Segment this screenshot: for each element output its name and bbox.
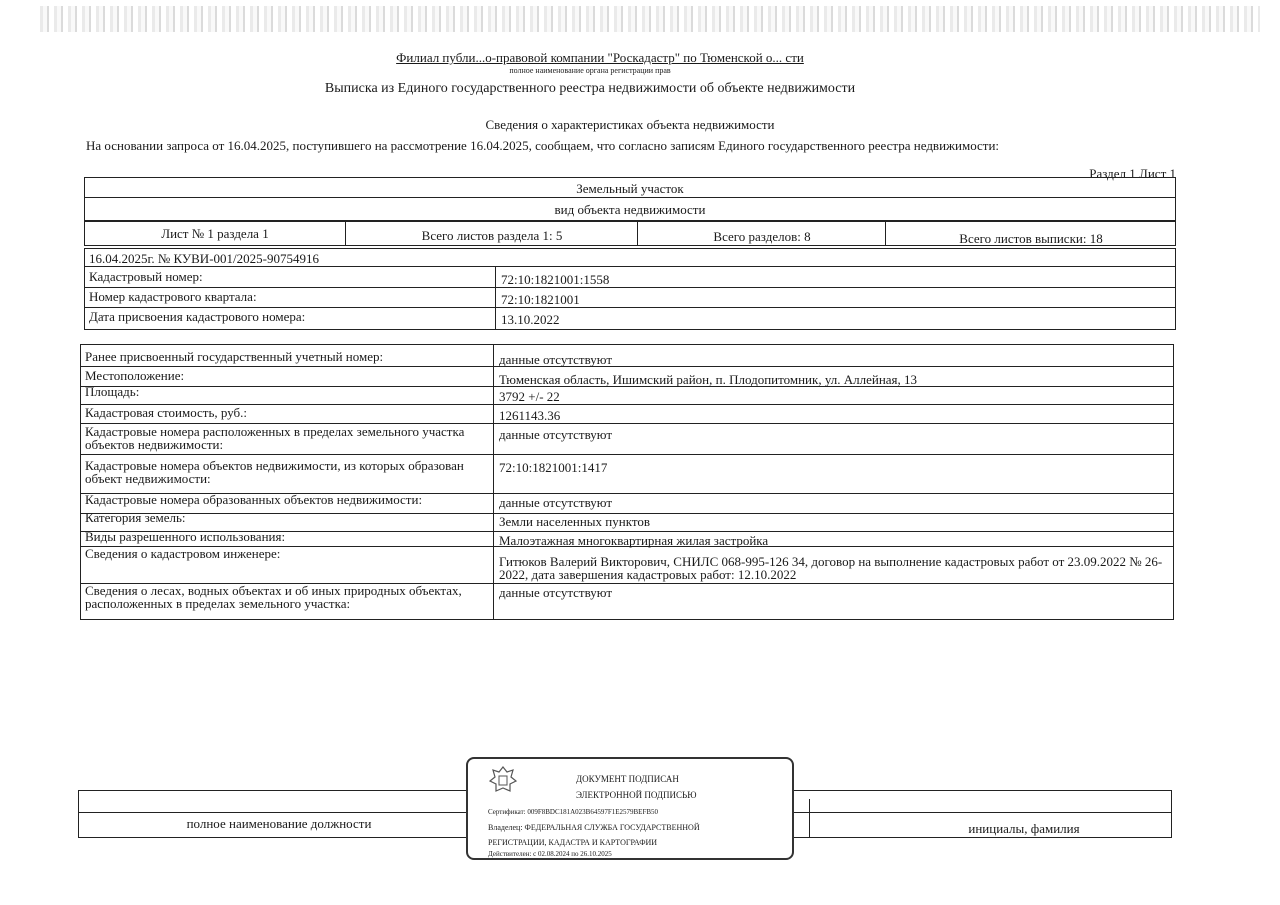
table2-label: Виды разрешенного использования: [85, 529, 286, 544]
record-id: 16.04.2025г. № КУВИ-001/2025-90754916 [89, 251, 319, 266]
position-caption: полное наименование должности [186, 816, 372, 831]
table2-label: Сведения о лесах, водных объектах и об иных природных объектах, расположенных в пределах земельного участка: [85, 583, 462, 611]
table2-value: Земли населенных пунктов [499, 514, 650, 529]
table2-value: 72:10:1821001:1417 [499, 460, 608, 475]
table1-label: Кадастровый номер: [89, 269, 203, 284]
object-type-box [84, 177, 1176, 221]
table2-label: Кадастровые номера расположенных в пределах земельного участка объектов недвижимости: [85, 424, 465, 452]
stamp-owner: Владелец: ФЕДЕРАЛЬНАЯ СЛУЖБА ГОСУДАРСТВЕННОЙ [488, 823, 700, 832]
stamp-line1: ДОКУМЕНТ ПОДПИСАН [576, 774, 679, 784]
table1-value: 13.10.2022 [501, 312, 560, 327]
table2-value: Малоэтажная многоквартирная жилая застройка [499, 533, 769, 548]
stamp-valid: Действителен: с 02.08.2024 по 26.10.2025 [488, 850, 612, 858]
table2-value: 3792 +/- 22 [499, 389, 560, 404]
section-label: Раздел 1 Лист 1 [1089, 166, 1176, 181]
object-type-caption: вид объекта недвижимости [554, 202, 706, 217]
table2-label: Кадастровые номера образованных объектов недвижимости: [85, 492, 423, 507]
stamp-owner2: РЕГИСТРАЦИИ, КАДАСТРА И КАРТОГРАФИИ [488, 838, 658, 847]
stamp-line2: ЭЛЕКТРОННОЙ ПОДПИСЬЮ [576, 790, 697, 800]
table2-value: данные отсутствуют [499, 427, 613, 442]
object-type: Земельный участок [576, 181, 684, 196]
table2-value: Тюменская область, Ишимский район, п. Плодопитомник, ул. Аллейная, 13 [499, 372, 918, 387]
table2-value: данные отсутствуют [499, 585, 613, 600]
name-caption: инициалы, фамилия [968, 821, 1080, 836]
org-name: Филиал публи...о-правовой компании "Роскадастр" по Тюменской о... сти [396, 50, 804, 65]
table2-label: Кадастровая стоимость, руб.: [85, 405, 248, 420]
info-title: Сведения о характеристиках объекта недвижимости [485, 117, 775, 132]
scan-noise-strip [40, 6, 1260, 32]
table1-value: 72:10:1821001 [501, 292, 580, 307]
table2-value: данные отсутствуют [499, 352, 613, 367]
table2-label: Категория земель: [85, 510, 186, 525]
org-caption: полное наименование органа регистрации прав [509, 66, 671, 75]
table2-label: Местоположение: [85, 368, 185, 383]
table2-label: Кадастровые номера объектов недвижимости, из которых образован объект недвижимости: [85, 458, 464, 486]
intro-text: На основании запроса от 16.04.2025, поступившего на рассмотрение 16.04.2025, сообщаем, что согласно записям Единого государственного реестра недвижимости: [86, 138, 1000, 153]
table2-value: 1261143.36 [499, 408, 561, 423]
emblem-icon [488, 765, 518, 795]
table1-label: Номер кадастрового квартала: [89, 289, 257, 304]
total-extract-sheets: Всего листов выписки: 18 [959, 231, 1103, 246]
total-sections: Всего разделов: 8 [713, 229, 811, 244]
sheet-info-row [84, 221, 1176, 246]
table2-label: Площадь: [85, 384, 140, 399]
document-title: Выписка из Единого государственного реестра недвижимости об объекте недвижимости [324, 81, 856, 96]
table2-value: Гитюков Валерий Викторович, СНИЛС 068-995-126 34, договор на выполнение кадастровых работ от 23.09.2022 № 26-2022, дата завершения кадастровых работ: 12.10.2022 [499, 554, 1163, 582]
characteristics-table [80, 344, 1174, 620]
sheet-number: Лист № 1 раздела 1 [161, 226, 269, 241]
total-section-sheets: Всего листов раздела 1: 5 [421, 228, 563, 243]
stamp-certificate: Сертификат: 009F8BDC181A023B64597F1E2579BEFB50 [488, 808, 659, 816]
table2-label: Ранее присвоенный государственный учетный номер: [85, 349, 384, 364]
table1-value: 72:10:1821001:1558 [501, 272, 610, 287]
table2-label: Сведения о кадастровом инженере: [85, 546, 281, 561]
record-table [84, 248, 1176, 330]
electronic-signature-stamp [466, 757, 794, 860]
table1-label: Дата присвоения кадастрового номера: [89, 309, 306, 324]
table2-value: данные отсутствуют [499, 495, 613, 510]
